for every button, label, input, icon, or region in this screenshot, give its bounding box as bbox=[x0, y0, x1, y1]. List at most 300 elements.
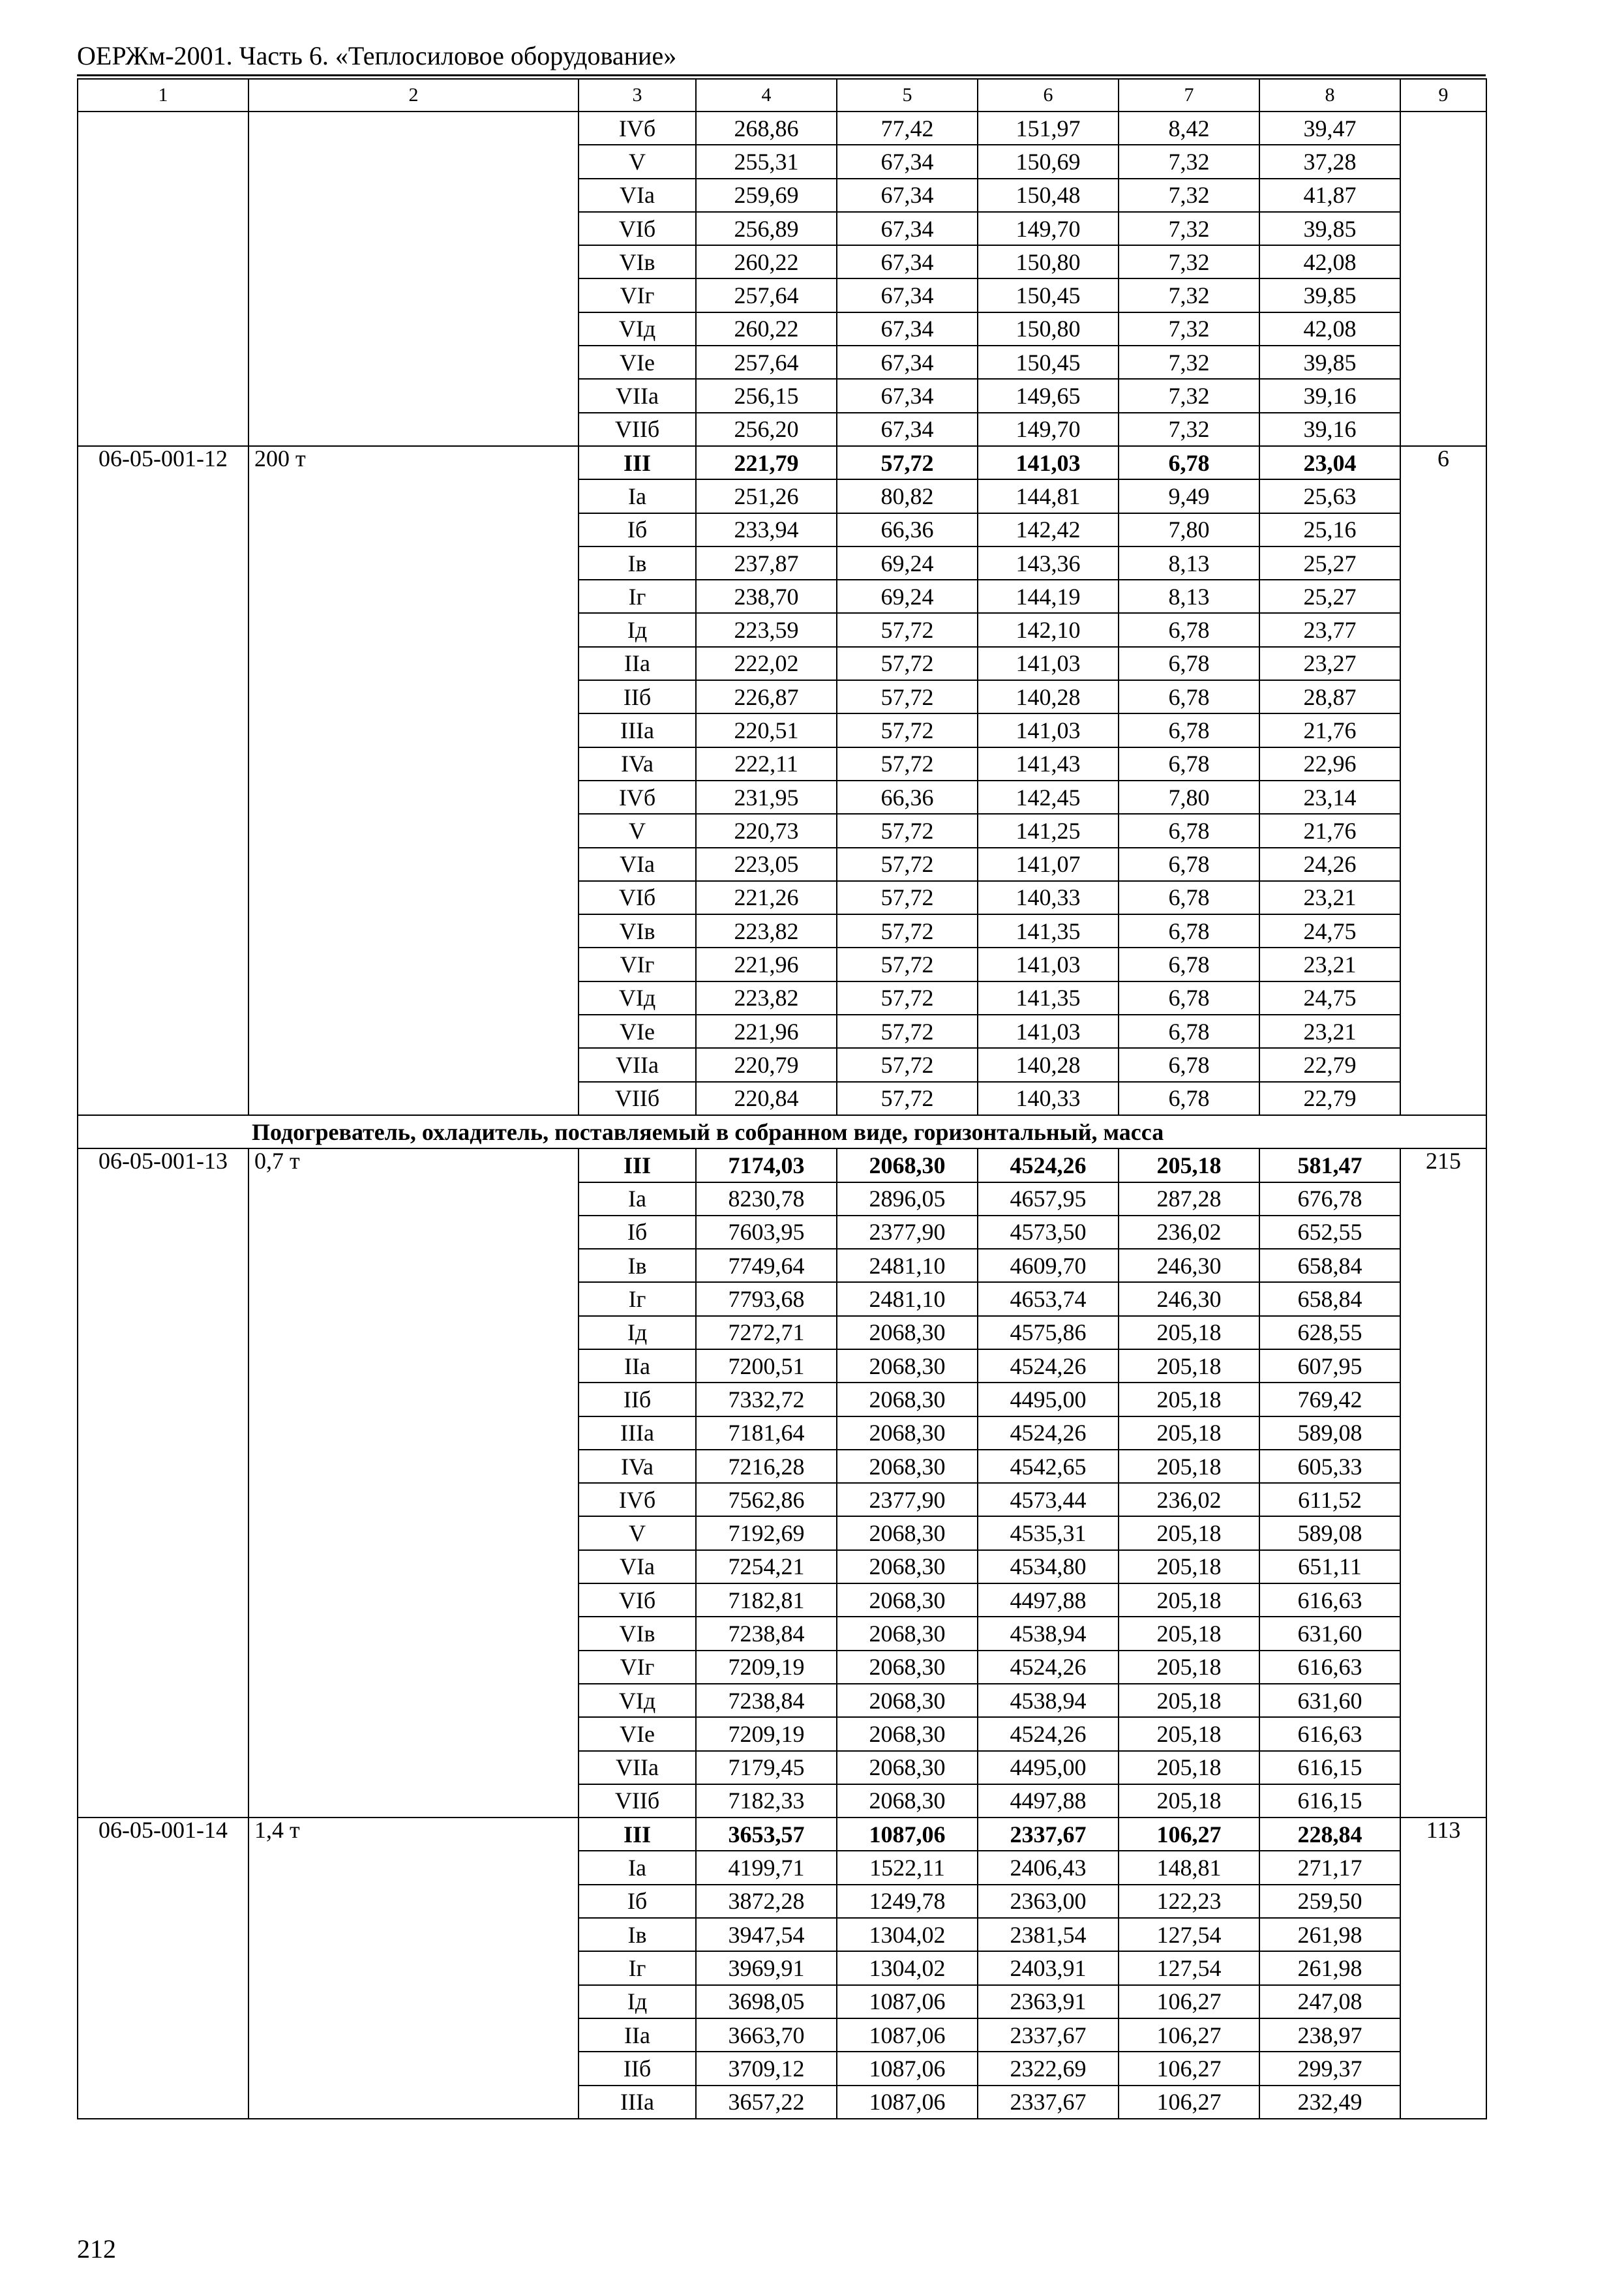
driver-wage-cell: 7,32 bbox=[1119, 145, 1259, 178]
wage-cell: 2068,30 bbox=[837, 1717, 978, 1750]
driver-wage-cell: 6,78 bbox=[1119, 948, 1259, 981]
machine-cost-cell: 4609,70 bbox=[978, 1249, 1119, 1282]
materials-cell: 611,52 bbox=[1259, 1483, 1400, 1516]
machine-cost-cell: 141,03 bbox=[978, 446, 1119, 479]
total-cost-cell: 7181,64 bbox=[696, 1416, 837, 1450]
column-number: 2 bbox=[248, 79, 579, 112]
driver-wage-cell: 6,78 bbox=[1119, 613, 1259, 646]
zone-cell: VIe bbox=[579, 346, 696, 379]
materials-cell: 23,21 bbox=[1259, 948, 1400, 981]
zone-cell: VIд bbox=[579, 1684, 696, 1717]
wage-cell: 1087,06 bbox=[837, 2086, 978, 2119]
materials-cell: 24,75 bbox=[1259, 914, 1400, 948]
wage-cell: 2068,30 bbox=[837, 1416, 978, 1450]
wage-cell: 67,34 bbox=[837, 346, 978, 379]
column-number: 9 bbox=[1400, 79, 1486, 112]
zone-cell: VIг bbox=[579, 278, 696, 312]
wage-cell: 67,34 bbox=[837, 212, 978, 245]
wage-cell: 2068,30 bbox=[837, 1148, 978, 1182]
wage-cell: 67,34 bbox=[837, 245, 978, 278]
materials-cell: 651,11 bbox=[1259, 1550, 1400, 1583]
column-number: 5 bbox=[837, 79, 978, 112]
zone-cell: Iг bbox=[579, 1282, 696, 1315]
code-cell-empty bbox=[78, 112, 248, 446]
driver-wage-cell: 6,78 bbox=[1119, 848, 1259, 881]
wage-cell: 2068,30 bbox=[837, 1450, 978, 1483]
wage-cell: 1304,02 bbox=[837, 1918, 978, 1951]
driver-wage-cell: 205,18 bbox=[1119, 1583, 1259, 1617]
zone-cell: III bbox=[579, 1148, 696, 1182]
materials-cell: 23,21 bbox=[1259, 881, 1400, 914]
machine-cost-cell: 143,36 bbox=[978, 546, 1119, 580]
total-cost-cell: 220,84 bbox=[696, 1082, 837, 1115]
zone-cell: VIб bbox=[579, 1583, 696, 1617]
total-cost-cell: 7749,64 bbox=[696, 1249, 837, 1282]
zone-cell: III bbox=[579, 1818, 696, 1851]
materials-cell: 41,87 bbox=[1259, 179, 1400, 212]
wage-cell: 2068,30 bbox=[837, 1383, 978, 1416]
zone-cell: IIб bbox=[579, 1383, 696, 1416]
machine-cost-cell: 4524,26 bbox=[978, 1349, 1119, 1383]
zone-cell: IIIa bbox=[579, 713, 696, 747]
machine-cost-cell: 4542,65 bbox=[978, 1450, 1119, 1483]
driver-wage-cell: 9,49 bbox=[1119, 479, 1259, 513]
materials-cell: 232,49 bbox=[1259, 2086, 1400, 2119]
column-number: 7 bbox=[1119, 79, 1259, 112]
total-cost-cell: 221,96 bbox=[696, 1015, 837, 1048]
total-cost-cell: 223,82 bbox=[696, 914, 837, 948]
zone-cell: VIa bbox=[579, 179, 696, 212]
machine-cost-cell: 4573,50 bbox=[978, 1216, 1119, 1249]
driver-wage-cell: 6,78 bbox=[1119, 1048, 1259, 1081]
driver-wage-cell: 205,18 bbox=[1119, 1516, 1259, 1549]
machine-cost-cell: 150,80 bbox=[978, 312, 1119, 346]
zone-cell: Iг bbox=[579, 1951, 696, 1984]
total-cost-cell: 3969,91 bbox=[696, 1951, 837, 1984]
machine-cost-cell: 151,97 bbox=[978, 112, 1119, 145]
driver-wage-cell: 236,02 bbox=[1119, 1483, 1259, 1516]
wage-cell: 57,72 bbox=[837, 647, 978, 680]
total-cost-cell: 221,79 bbox=[696, 446, 837, 479]
rate-code: 06-05-001-14 bbox=[78, 1818, 248, 2119]
materials-cell: 228,84 bbox=[1259, 1818, 1400, 1851]
total-cost-cell: 3653,57 bbox=[696, 1818, 837, 1851]
machine-cost-cell: 142,10 bbox=[978, 613, 1119, 646]
total-cost-cell: 226,87 bbox=[696, 680, 837, 713]
zone-cell: VIIa bbox=[579, 379, 696, 412]
driver-wage-cell: 205,18 bbox=[1119, 1550, 1259, 1583]
driver-wage-cell: 205,18 bbox=[1119, 1349, 1259, 1383]
wage-cell: 2481,10 bbox=[837, 1249, 978, 1282]
total-cost-cell: 257,64 bbox=[696, 346, 837, 379]
materials-cell: 628,55 bbox=[1259, 1316, 1400, 1349]
total-cost-cell: 7272,71 bbox=[696, 1316, 837, 1349]
machine-cost-cell: 4495,00 bbox=[978, 1383, 1119, 1416]
column-number: 4 bbox=[696, 79, 837, 112]
machine-cost-cell: 2322,69 bbox=[978, 2052, 1119, 2085]
driver-wage-cell: 7,32 bbox=[1119, 179, 1259, 212]
total-cost-cell: 7793,68 bbox=[696, 1282, 837, 1315]
machine-cost-cell: 2337,67 bbox=[978, 2018, 1119, 2052]
total-cost-cell: 223,59 bbox=[696, 613, 837, 646]
zone-cell: VIe bbox=[579, 1015, 696, 1048]
driver-wage-cell: 205,18 bbox=[1119, 1416, 1259, 1450]
driver-wage-cell: 6,78 bbox=[1119, 446, 1259, 479]
materials-cell: 42,08 bbox=[1259, 245, 1400, 278]
wage-cell: 2068,30 bbox=[837, 1516, 978, 1549]
machine-cost-cell: 140,33 bbox=[978, 881, 1119, 914]
driver-wage-cell: 6,78 bbox=[1119, 881, 1259, 914]
wage-cell: 69,24 bbox=[837, 580, 978, 613]
price-table bbox=[77, 78, 1487, 2119]
column-number: 3 bbox=[579, 79, 696, 112]
machine-cost-cell: 4524,26 bbox=[978, 1717, 1119, 1750]
wage-cell: 2068,30 bbox=[837, 1651, 978, 1684]
total-cost-cell: 260,22 bbox=[696, 312, 837, 346]
materials-cell: 616,15 bbox=[1259, 1751, 1400, 1784]
section-heading-row bbox=[78, 1115, 1486, 1148]
zone-cell: IVa bbox=[579, 1450, 696, 1483]
materials-cell: 769,42 bbox=[1259, 1383, 1400, 1416]
total-cost-cell: 3657,22 bbox=[696, 2086, 837, 2119]
total-cost-cell: 220,51 bbox=[696, 713, 837, 747]
machine-cost-cell: 144,19 bbox=[978, 580, 1119, 613]
wage-cell: 67,34 bbox=[837, 413, 978, 446]
driver-wage-cell: 127,54 bbox=[1119, 1918, 1259, 1951]
wage-cell: 57,72 bbox=[837, 713, 978, 747]
total-cost-cell: 3709,12 bbox=[696, 2052, 837, 2085]
zone-cell: VIг bbox=[579, 1651, 696, 1684]
machine-cost-cell: 2381,54 bbox=[978, 1918, 1119, 1951]
driver-wage-cell: 6,78 bbox=[1119, 680, 1259, 713]
machine-cost-cell: 150,48 bbox=[978, 179, 1119, 212]
zone-cell: Iв bbox=[579, 546, 696, 580]
wage-cell: 67,34 bbox=[837, 312, 978, 346]
driver-wage-cell: 106,27 bbox=[1119, 1818, 1259, 1851]
materials-cell: 607,95 bbox=[1259, 1349, 1400, 1383]
driver-wage-cell: 246,30 bbox=[1119, 1282, 1259, 1315]
machine-cost-cell: 141,03 bbox=[978, 948, 1119, 981]
wage-cell: 1249,78 bbox=[837, 1885, 978, 1918]
zone-cell: Iб bbox=[579, 513, 696, 546]
materials-cell: 21,76 bbox=[1259, 814, 1400, 847]
materials-cell: 28,87 bbox=[1259, 680, 1400, 713]
materials-cell: 24,75 bbox=[1259, 981, 1400, 1015]
total-cost-cell: 260,22 bbox=[696, 245, 837, 278]
table-row bbox=[78, 112, 1486, 145]
wage-cell: 67,34 bbox=[837, 278, 978, 312]
machine-cost-cell: 4524,26 bbox=[978, 1416, 1119, 1450]
wage-cell: 57,72 bbox=[837, 881, 978, 914]
materials-cell: 22,79 bbox=[1259, 1082, 1400, 1115]
materials-cell: 39,85 bbox=[1259, 212, 1400, 245]
total-cost-cell: 7209,19 bbox=[696, 1717, 837, 1750]
driver-wage-cell: 7,32 bbox=[1119, 212, 1259, 245]
equipment-mass: 1,4 т bbox=[248, 1818, 579, 2119]
wage-cell: 2068,30 bbox=[837, 1784, 978, 1818]
driver-wage-cell: 205,18 bbox=[1119, 1651, 1259, 1684]
materials-cell: 23,14 bbox=[1259, 781, 1400, 814]
total-cost-cell: 7216,28 bbox=[696, 1450, 837, 1483]
zone-cell: Iв bbox=[579, 1918, 696, 1951]
page-number: 212 bbox=[77, 2234, 116, 2264]
equipment-price: 6 bbox=[1400, 446, 1486, 1115]
zone-cell: VIд bbox=[579, 312, 696, 346]
wage-cell: 2896,05 bbox=[837, 1182, 978, 1216]
materials-cell: 676,78 bbox=[1259, 1182, 1400, 1216]
wage-cell: 67,34 bbox=[837, 145, 978, 178]
zone-cell: Iб bbox=[579, 1885, 696, 1918]
driver-wage-cell: 246,30 bbox=[1119, 1249, 1259, 1282]
machine-cost-cell: 2403,91 bbox=[978, 1951, 1119, 1984]
materials-cell: 259,50 bbox=[1259, 1885, 1400, 1918]
driver-wage-cell: 205,18 bbox=[1119, 1684, 1259, 1717]
total-cost-cell: 7182,33 bbox=[696, 1784, 837, 1818]
equipment-price: 113 bbox=[1400, 1818, 1486, 2119]
total-cost-cell: 7192,69 bbox=[696, 1516, 837, 1549]
wage-cell: 1087,06 bbox=[837, 2052, 978, 2085]
total-cost-cell: 7562,86 bbox=[696, 1483, 837, 1516]
wage-cell: 2068,30 bbox=[837, 1583, 978, 1617]
driver-wage-cell: 7,80 bbox=[1119, 513, 1259, 546]
rate-code: 06-05-001-13 bbox=[78, 1148, 248, 1818]
machine-cost-cell: 4657,95 bbox=[978, 1182, 1119, 1216]
driver-wage-cell: 106,27 bbox=[1119, 2052, 1259, 2085]
table-row bbox=[78, 1148, 1486, 1182]
materials-cell: 616,63 bbox=[1259, 1717, 1400, 1750]
wage-cell: 2068,30 bbox=[837, 1349, 978, 1383]
driver-wage-cell: 7,32 bbox=[1119, 245, 1259, 278]
total-cost-cell: 257,64 bbox=[696, 278, 837, 312]
zone-cell: III bbox=[579, 446, 696, 479]
wage-cell: 57,72 bbox=[837, 613, 978, 646]
machine-cost-cell: 141,35 bbox=[978, 914, 1119, 948]
wage-cell: 1522,11 bbox=[837, 1851, 978, 1884]
materials-cell: 39,16 bbox=[1259, 379, 1400, 412]
zone-cell: VIa bbox=[579, 1550, 696, 1583]
wage-cell: 57,72 bbox=[837, 680, 978, 713]
wage-cell: 57,72 bbox=[837, 1048, 978, 1081]
section-heading: Подогреватель, охладитель, поставляемый в собранном виде, горизонтальный, масса bbox=[78, 1115, 1486, 1148]
machine-cost-cell: 2337,67 bbox=[978, 1818, 1119, 1851]
zone-cell: Ia bbox=[579, 1851, 696, 1884]
driver-wage-cell: 6,78 bbox=[1119, 1015, 1259, 1048]
machine-cost-cell: 149,65 bbox=[978, 379, 1119, 412]
mass-cell-empty bbox=[248, 112, 579, 446]
total-cost-cell: 7254,21 bbox=[696, 1550, 837, 1583]
price-cell-empty bbox=[1400, 112, 1486, 446]
driver-wage-cell: 8,13 bbox=[1119, 580, 1259, 613]
machine-cost-cell: 141,25 bbox=[978, 814, 1119, 847]
driver-wage-cell: 205,18 bbox=[1119, 1751, 1259, 1784]
machine-cost-cell: 2337,67 bbox=[978, 2086, 1119, 2119]
total-cost-cell: 256,15 bbox=[696, 379, 837, 412]
driver-wage-cell: 205,18 bbox=[1119, 1316, 1259, 1349]
materials-cell: 39,85 bbox=[1259, 278, 1400, 312]
machine-cost-cell: 144,81 bbox=[978, 479, 1119, 513]
zone-cell: Iб bbox=[579, 1216, 696, 1249]
zone-cell: V bbox=[579, 145, 696, 178]
materials-cell: 616,63 bbox=[1259, 1651, 1400, 1684]
machine-cost-cell: 141,03 bbox=[978, 1015, 1119, 1048]
zone-cell: IIIa bbox=[579, 1416, 696, 1450]
materials-cell: 39,47 bbox=[1259, 112, 1400, 145]
driver-wage-cell: 6,78 bbox=[1119, 981, 1259, 1015]
driver-wage-cell: 6,78 bbox=[1119, 647, 1259, 680]
materials-cell: 631,60 bbox=[1259, 1617, 1400, 1650]
zone-cell: IVa bbox=[579, 747, 696, 781]
wage-cell: 67,34 bbox=[837, 379, 978, 412]
total-cost-cell: 7238,84 bbox=[696, 1684, 837, 1717]
zone-cell: IVб bbox=[579, 112, 696, 145]
driver-wage-cell: 7,32 bbox=[1119, 312, 1259, 346]
zone-cell: VIe bbox=[579, 1717, 696, 1750]
wage-cell: 2068,30 bbox=[837, 1617, 978, 1650]
wage-cell: 66,36 bbox=[837, 513, 978, 546]
machine-cost-cell: 150,45 bbox=[978, 278, 1119, 312]
zone-cell: VIIб bbox=[579, 1784, 696, 1818]
zone-cell: IIб bbox=[579, 2052, 696, 2085]
wage-cell: 2068,30 bbox=[837, 1550, 978, 1583]
machine-cost-cell: 141,07 bbox=[978, 848, 1119, 881]
machine-cost-cell: 4573,44 bbox=[978, 1483, 1119, 1516]
zone-cell: VIб bbox=[579, 881, 696, 914]
total-cost-cell: 256,89 bbox=[696, 212, 837, 245]
materials-cell: 605,33 bbox=[1259, 1450, 1400, 1483]
wage-cell: 57,72 bbox=[837, 948, 978, 981]
materials-cell: 22,79 bbox=[1259, 1048, 1400, 1081]
wage-cell: 2068,30 bbox=[837, 1751, 978, 1784]
driver-wage-cell: 205,18 bbox=[1119, 1450, 1259, 1483]
machine-cost-cell: 140,33 bbox=[978, 1082, 1119, 1115]
machine-cost-cell: 150,80 bbox=[978, 245, 1119, 278]
materials-cell: 25,16 bbox=[1259, 513, 1400, 546]
total-cost-cell: 255,31 bbox=[696, 145, 837, 178]
column-number: 6 bbox=[978, 79, 1119, 112]
total-cost-cell: 3947,54 bbox=[696, 1918, 837, 1951]
total-cost-cell: 233,94 bbox=[696, 513, 837, 546]
zone-cell: VIв bbox=[579, 245, 696, 278]
machine-cost-cell: 149,70 bbox=[978, 413, 1119, 446]
machine-cost-cell: 2363,91 bbox=[978, 1985, 1119, 2018]
driver-wage-cell: 7,32 bbox=[1119, 413, 1259, 446]
total-cost-cell: 231,95 bbox=[696, 781, 837, 814]
materials-cell: 658,84 bbox=[1259, 1249, 1400, 1282]
zone-cell: VIв bbox=[579, 1617, 696, 1650]
zone-cell: IVб bbox=[579, 1483, 696, 1516]
materials-cell: 589,08 bbox=[1259, 1416, 1400, 1450]
machine-cost-cell: 4495,00 bbox=[978, 1751, 1119, 1784]
materials-cell: 22,96 bbox=[1259, 747, 1400, 781]
wage-cell: 1087,06 bbox=[837, 1818, 978, 1851]
driver-wage-cell: 205,18 bbox=[1119, 1383, 1259, 1416]
zone-cell: IVб bbox=[579, 781, 696, 814]
machine-cost-cell: 150,69 bbox=[978, 145, 1119, 178]
zone-cell: IIa bbox=[579, 2018, 696, 2052]
materials-cell: 616,15 bbox=[1259, 1784, 1400, 1818]
materials-cell: 261,98 bbox=[1259, 1918, 1400, 1951]
machine-cost-cell: 140,28 bbox=[978, 680, 1119, 713]
machine-cost-cell: 4538,94 bbox=[978, 1684, 1119, 1717]
materials-cell: 581,47 bbox=[1259, 1148, 1400, 1182]
zone-cell: VIд bbox=[579, 981, 696, 1015]
page-header-title: ОЕРЖм-2001. Часть 6. «Теплосиловое оборудование» bbox=[77, 41, 677, 70]
total-cost-cell: 221,26 bbox=[696, 881, 837, 914]
materials-cell: 658,84 bbox=[1259, 1282, 1400, 1315]
materials-cell: 39,85 bbox=[1259, 346, 1400, 379]
total-cost-cell: 220,79 bbox=[696, 1048, 837, 1081]
wage-cell: 57,72 bbox=[837, 814, 978, 847]
driver-wage-cell: 7,80 bbox=[1119, 781, 1259, 814]
driver-wage-cell: 6,78 bbox=[1119, 1082, 1259, 1115]
total-cost-cell: 4199,71 bbox=[696, 1851, 837, 1884]
zone-cell: VIIa bbox=[579, 1048, 696, 1081]
machine-cost-cell: 4524,26 bbox=[978, 1651, 1119, 1684]
machine-cost-cell: 4535,31 bbox=[978, 1516, 1119, 1549]
materials-cell: 24,26 bbox=[1259, 848, 1400, 881]
machine-cost-cell: 142,45 bbox=[978, 781, 1119, 814]
table-row bbox=[78, 1818, 1486, 1851]
materials-cell: 299,37 bbox=[1259, 2052, 1400, 2085]
total-cost-cell: 251,26 bbox=[696, 479, 837, 513]
zone-cell: Ia bbox=[579, 479, 696, 513]
materials-cell: 261,98 bbox=[1259, 1951, 1400, 1984]
wage-cell: 57,72 bbox=[837, 747, 978, 781]
zone-cell: IIIa bbox=[579, 2086, 696, 2119]
machine-cost-cell: 4497,88 bbox=[978, 1583, 1119, 1617]
wage-cell: 2068,30 bbox=[837, 1684, 978, 1717]
wage-cell: 80,82 bbox=[837, 479, 978, 513]
zone-cell: Iв bbox=[579, 1249, 696, 1282]
machine-cost-cell: 149,70 bbox=[978, 212, 1119, 245]
machine-cost-cell: 4534,80 bbox=[978, 1550, 1119, 1583]
wage-cell: 77,42 bbox=[837, 112, 978, 145]
total-cost-cell: 223,82 bbox=[696, 981, 837, 1015]
column-number-row bbox=[78, 79, 1486, 112]
wage-cell: 57,72 bbox=[837, 1015, 978, 1048]
materials-cell: 37,28 bbox=[1259, 145, 1400, 178]
driver-wage-cell: 205,18 bbox=[1119, 1148, 1259, 1182]
column-number: 8 bbox=[1259, 79, 1400, 112]
total-cost-cell: 259,69 bbox=[696, 179, 837, 212]
rate-code: 06-05-001-12 bbox=[78, 446, 248, 1115]
materials-cell: 247,08 bbox=[1259, 1985, 1400, 2018]
driver-wage-cell: 6,78 bbox=[1119, 914, 1259, 948]
driver-wage-cell: 8,13 bbox=[1119, 546, 1259, 580]
driver-wage-cell: 106,27 bbox=[1119, 1985, 1259, 2018]
equipment-mass: 0,7 т bbox=[248, 1148, 579, 1818]
column-number: 1 bbox=[78, 79, 248, 112]
wage-cell: 66,36 bbox=[837, 781, 978, 814]
total-cost-cell: 223,05 bbox=[696, 848, 837, 881]
driver-wage-cell: 6,78 bbox=[1119, 747, 1259, 781]
driver-wage-cell: 205,18 bbox=[1119, 1784, 1259, 1818]
machine-cost-cell: 4524,26 bbox=[978, 1148, 1119, 1182]
wage-cell: 57,72 bbox=[837, 914, 978, 948]
total-cost-cell: 237,87 bbox=[696, 546, 837, 580]
total-cost-cell: 7209,19 bbox=[696, 1651, 837, 1684]
machine-cost-cell: 4538,94 bbox=[978, 1617, 1119, 1650]
wage-cell: 57,72 bbox=[837, 446, 978, 479]
total-cost-cell: 7603,95 bbox=[696, 1216, 837, 1249]
materials-cell: 652,55 bbox=[1259, 1216, 1400, 1249]
zone-cell: VIIб bbox=[579, 1082, 696, 1115]
machine-cost-cell: 141,03 bbox=[978, 647, 1119, 680]
zone-cell: VIa bbox=[579, 848, 696, 881]
materials-cell: 23,21 bbox=[1259, 1015, 1400, 1048]
driver-wage-cell: 205,18 bbox=[1119, 1617, 1259, 1650]
total-cost-cell: 7200,51 bbox=[696, 1349, 837, 1383]
